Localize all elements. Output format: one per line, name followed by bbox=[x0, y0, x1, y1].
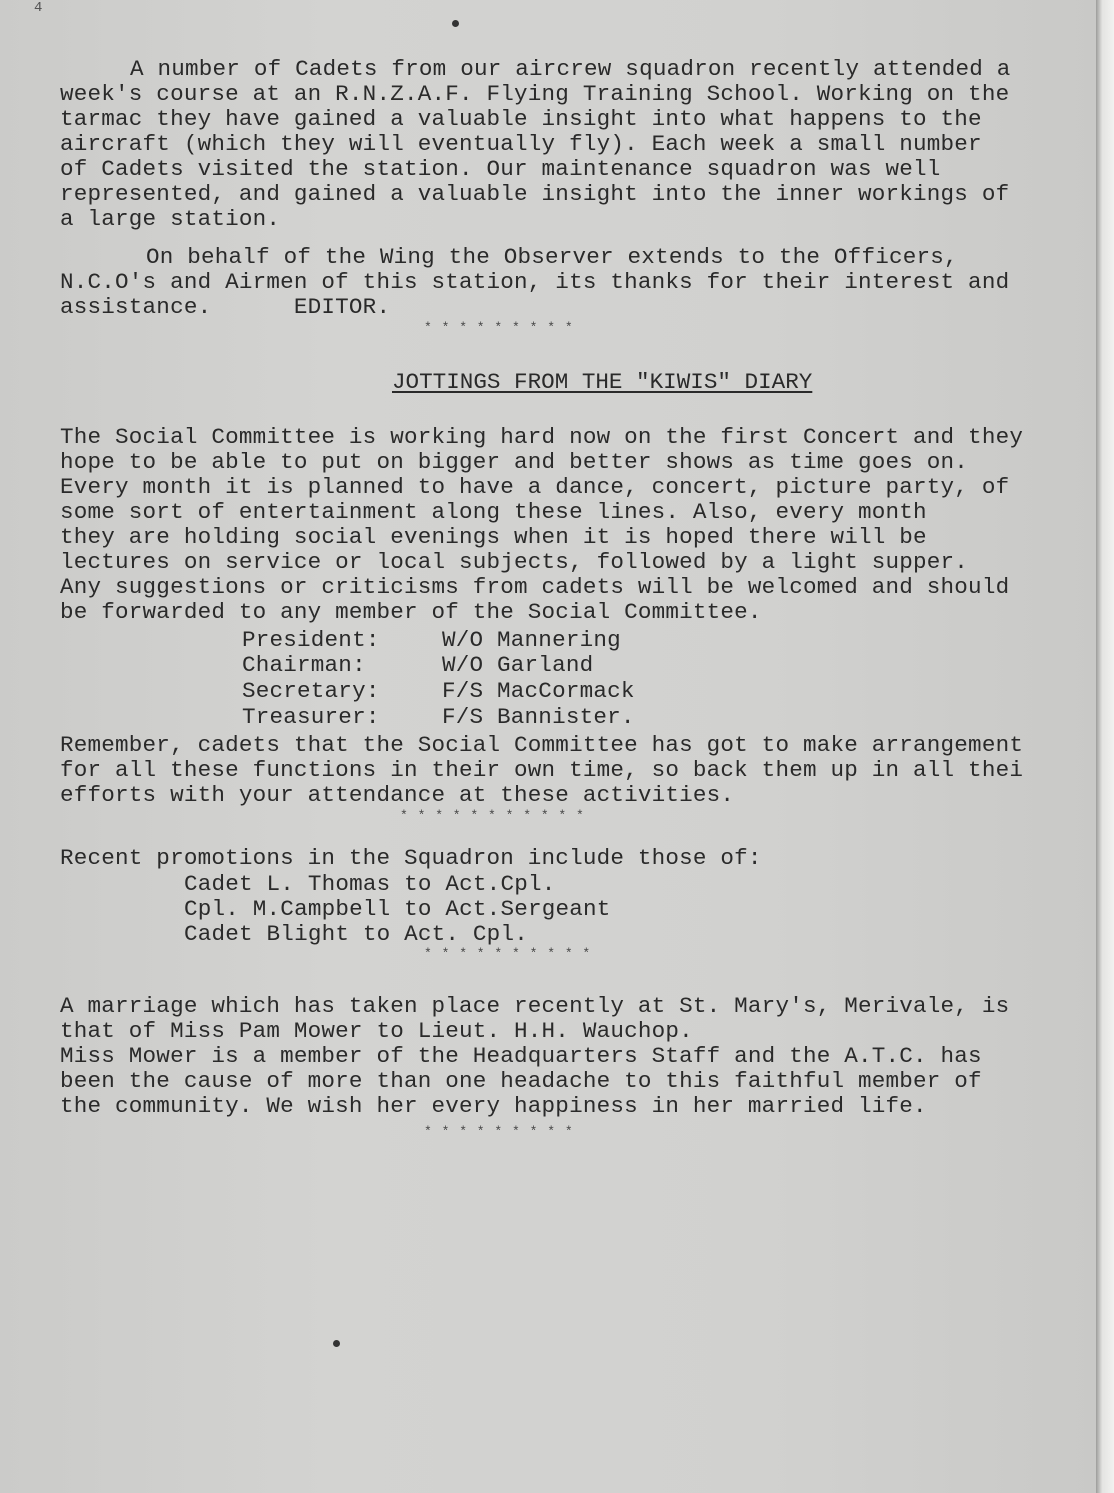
committee-name: F/S Bannister. bbox=[442, 704, 635, 730]
marriage-line: the community. We wish her every happiness in her married life. bbox=[60, 1093, 927, 1119]
separator-stars: * * * * * * * * * bbox=[424, 320, 574, 335]
separator-stars: * * * * * * * * * bbox=[424, 1124, 574, 1139]
intro-line: represented, and gained a valuable insight into the inner workings of bbox=[60, 181, 1010, 207]
promotion-item: Cadet L. Thomas to Act.Cpl. bbox=[184, 871, 556, 897]
diary-line: The Social Committee is working hard now on the first Concert and they bbox=[60, 424, 1024, 450]
separator-stars: * * * * * * * * * * * bbox=[400, 808, 585, 823]
intro-line: of Cadets visited the station. Our maintenance squadron was well bbox=[60, 156, 941, 182]
promotion-item: Cpl. M.Campbell to Act.Sergeant bbox=[184, 896, 611, 922]
marriage-line: A marriage which has taken place recently at St. Mary's, Merivale, is bbox=[60, 993, 1010, 1019]
page-number: 4 bbox=[34, 0, 43, 16]
diary-closing-line: for all these functions in their own time, so back them up in all thei bbox=[60, 757, 1024, 783]
promotion-item: Cadet Blight to Act. Cpl. bbox=[184, 921, 528, 947]
diary-line: hope to be able to put on bigger and better shows as time goes on. bbox=[60, 449, 969, 475]
thanks-line: N.C.O's and Airmen of this station, its thanks for their interest and bbox=[60, 269, 1010, 295]
diary-line: they are holding social evenings when it is hoped there will be bbox=[60, 524, 927, 550]
marriage-line: been the cause of more than one headache to this faithful member of bbox=[60, 1068, 982, 1094]
committee-role: President: bbox=[242, 627, 380, 653]
promotions-intro: Recent promotions in the Squadron include those of: bbox=[60, 845, 762, 871]
punch-mark-bottom bbox=[333, 1340, 340, 1347]
page-edge-shadow bbox=[1096, 0, 1114, 1493]
intro-line: aircraft (which they will eventually fly). Each week a small number bbox=[60, 131, 982, 157]
punch-mark-top bbox=[452, 20, 459, 27]
intro-line: A number of Cadets from our aircrew squadron recently attended a bbox=[130, 56, 1011, 82]
committee-name: W/O Mannering bbox=[442, 627, 621, 653]
committee-name: W/O Garland bbox=[442, 652, 594, 678]
committee-role: Secretary: bbox=[242, 678, 380, 704]
committee-role: Treasurer: bbox=[242, 704, 380, 730]
diary-line: some sort of entertainment along these lines. Also, every month bbox=[60, 499, 927, 525]
marriage-line: Miss Mower is a member of the Headquarters Staff and the A.T.C. has bbox=[60, 1043, 982, 1069]
diary-closing-line: efforts with your attendance at these activities. bbox=[60, 782, 735, 808]
thanks-line: On behalf of the Wing the Observer extends to the Officers, bbox=[146, 244, 958, 270]
intro-line: week's course at an R.N.Z.A.F. Flying Training School. Working on the bbox=[60, 81, 1010, 107]
committee-role: Chairman: bbox=[242, 652, 366, 678]
diary-line: lectures on service or local subjects, followed by a light supper. bbox=[60, 549, 969, 575]
section-heading: JOTTINGS FROM THE "KIWIS" DIARY bbox=[392, 369, 813, 395]
marriage-line: that of Miss Pam Mower to Lieut. H.H. Wauchop. bbox=[60, 1018, 693, 1044]
intro-line: tarmac they have gained a valuable insight into what happens to the bbox=[60, 106, 982, 132]
diary-line: be forwarded to any member of the Social Committee. bbox=[60, 599, 762, 625]
diary-line: Any suggestions or criticisms from cadets will be welcomed and should bbox=[60, 574, 1010, 600]
diary-line: Every month it is planned to have a dance, concert, picture party, of bbox=[60, 474, 1010, 500]
diary-closing-line: Remember, cadets that the Social Committee has got to make arrangement bbox=[60, 732, 1024, 758]
thanks-line: assistance. EDITOR. bbox=[60, 294, 391, 320]
intro-line: a large station. bbox=[60, 206, 281, 232]
separator-stars: * * * * * * * * * * bbox=[424, 946, 592, 961]
committee-name: F/S MacCormack bbox=[442, 678, 635, 704]
